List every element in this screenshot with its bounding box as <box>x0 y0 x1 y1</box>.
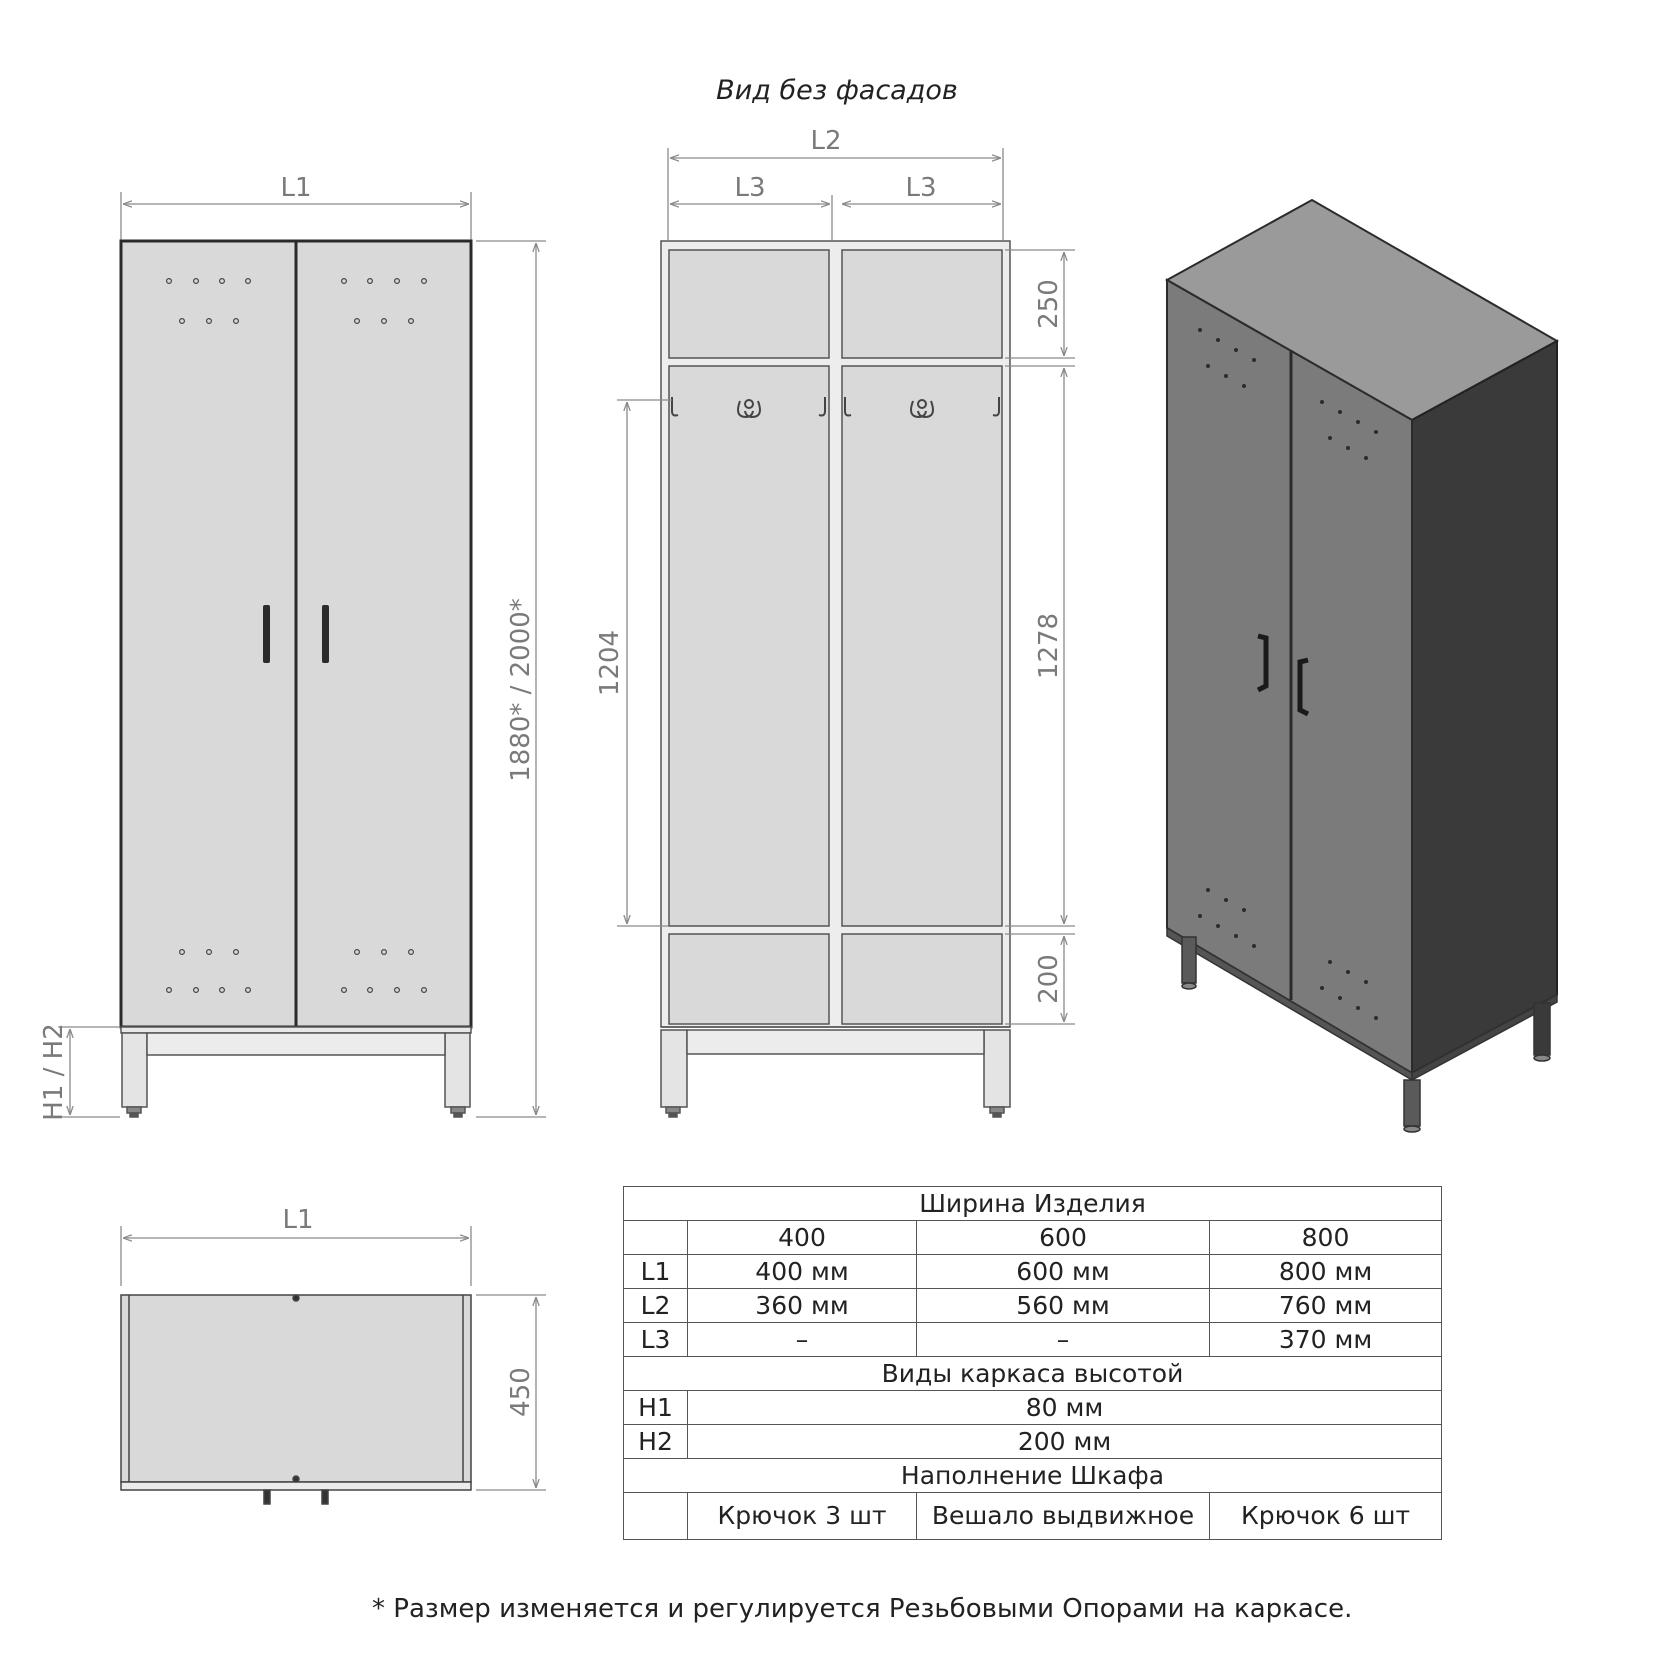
front-height-label: 1880* / 2000* <box>506 598 536 782</box>
table-cell: Крючок 6 шт <box>1210 1493 1442 1540</box>
plan-depth-label: 450 <box>506 1367 536 1417</box>
frame-bottom-dim-label: 200 <box>1034 954 1064 1004</box>
front-view <box>39 173 546 1121</box>
leg-height-label: H1 / H2 <box>39 1023 69 1121</box>
hook-height-label: 1204 <box>595 629 625 697</box>
frame-middle-dim-label: 1278 <box>1034 612 1064 680</box>
isometric-view <box>1167 200 1557 1132</box>
table-cell: 400 мм <box>688 1255 917 1289</box>
plan-cabinet <box>121 1295 471 1504</box>
table-cell: 600 мм <box>917 1255 1210 1289</box>
plan-view <box>121 1205 546 1504</box>
table-cell: 760 мм <box>1210 1289 1442 1323</box>
table-corner-cell <box>624 1221 688 1255</box>
table-section-width: Ширина Изделия <box>624 1187 1442 1221</box>
table-column-header: 400 <box>688 1221 917 1255</box>
frame-l3-right-label: L3 <box>905 173 937 203</box>
front-width-label: L1 <box>280 173 312 203</box>
right-door-handle <box>322 605 329 663</box>
table-empty-cell <box>624 1493 688 1540</box>
table-cell: 360 мм <box>688 1289 917 1323</box>
table-column-header: 800 <box>1210 1221 1442 1255</box>
frame-l3-left-label: L3 <box>734 173 766 203</box>
table-cell: 560 мм <box>917 1289 1210 1323</box>
front-base-frame <box>121 1027 471 1117</box>
frame-l2-label: L2 <box>810 126 842 156</box>
table-cell: 80 мм <box>688 1391 1442 1425</box>
table-cell: – <box>917 1323 1210 1357</box>
frame-width-dimensions <box>668 148 1003 240</box>
iso-side <box>1412 341 1557 1073</box>
table-row-label: H1 <box>624 1391 688 1425</box>
table-cell: 370 мм <box>1210 1323 1442 1357</box>
table-row-label: L3 <box>624 1323 688 1357</box>
frame-view <box>595 75 1075 1117</box>
table-section-fill: Наполнение Шкафа <box>624 1459 1442 1493</box>
table-cell: – <box>688 1323 917 1357</box>
footnote: * Размер изменяется и регулируется Резьбовыми Опорами на каркасе. <box>372 1594 1353 1624</box>
plan-width-dimension <box>121 1226 471 1286</box>
plan-width-label: L1 <box>282 1205 314 1235</box>
table-cell: Крючок 3 шт <box>688 1493 917 1540</box>
table-row-label: L2 <box>624 1289 688 1323</box>
frame-view-title: Вид без фасадов <box>716 75 958 106</box>
table-cell: Вешало выдвижное <box>917 1493 1210 1540</box>
specification-table <box>623 1186 1442 1540</box>
table-row-label: H2 <box>624 1425 688 1459</box>
frame-top-dim-label: 250 <box>1034 279 1064 329</box>
table-section-frame: Виды каркаса высотой <box>624 1357 1442 1391</box>
table-column-header: 600 <box>917 1221 1210 1255</box>
frame-cabinet <box>661 241 1010 1117</box>
table-cell: 200 мм <box>688 1425 1442 1459</box>
table-row-label: L1 <box>624 1255 688 1289</box>
left-door-handle <box>263 605 270 663</box>
table-cell: 800 мм <box>1210 1255 1442 1289</box>
